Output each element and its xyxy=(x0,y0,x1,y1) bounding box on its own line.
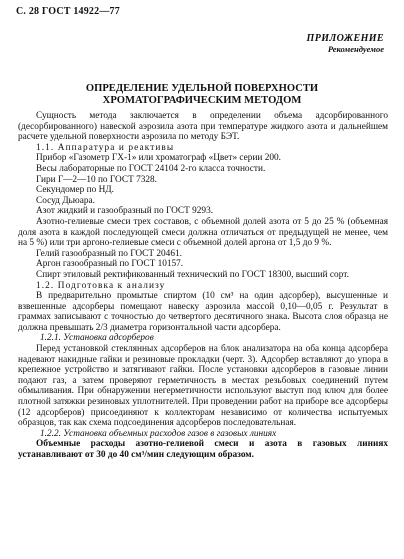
equipment-item: Сосуд Дьюара. xyxy=(36,195,95,206)
document-title xyxy=(20,83,384,107)
title-line-1: ОПРЕДЕЛЕНИЕ УДЕЛЬНОЙ ПОВЕРХНОСТИ xyxy=(85,83,319,94)
appendix-note: Рекомендуемое xyxy=(327,44,384,54)
section-heading-1-2: 1.2. Подготовка к анализу xyxy=(36,280,166,291)
page-header: С. 28 ГОСТ 14922—77 xyxy=(16,6,120,17)
equipment-item: Гири Г—2—10 по ГОСТ 7328. xyxy=(36,174,157,185)
equipment-item: Спирт этиловый ректификованный технический по ГОСТ 18300, высший сорт. xyxy=(36,269,349,280)
section-heading-1-1: 1.1. Аппаратура и реактивы xyxy=(36,142,175,153)
preparation-paragraph: В предварительно промытые спиртом (10 см³ на один адсорбер), высушенные и взвешенные адсорберы помещают навеску аэрозила массой 0,10—0,05 г. Результат в граммах записывают с точностью до четвертого десятичного знака. Высота слоя образца не должна превышать 2/3 диаметра горизонтальной части адсорбера. xyxy=(18,291,388,333)
appendix-label: ПРИЛОЖЕНИЕ xyxy=(306,33,384,44)
equipment-item: Гелий газообразный по ГОСТ 20461. xyxy=(36,248,182,259)
equipment-item: Весы лабораторные по ГОСТ 24104 2-го класса точности. xyxy=(36,163,266,174)
equipment-item: Аргон газообразный по ГОСТ 10157. xyxy=(36,259,184,270)
intro-paragraph: Сущность метода заключается в определении объема адсорбированного (десорбированного) навеской аэрозила азота при температуре жидкого азота и дальнейшем расчете удельной поверхности аэрозила по методу БЭТ. xyxy=(18,111,388,143)
section-heading-1-2-2: 1.2.2. Установка объемных расходов газов в газовых линиях xyxy=(40,428,277,439)
equipment-item: Азотно-гелиевые смеси трех составов, с объемной долей азота от 5 до 25 % (объемная доля азота в каждой последующей смеси должна отличаться от предыдущей не менее, чем на 5 %) или три аргоно-гелиевые смеси с объемной долей аргона от 1,5 до 9 %. xyxy=(18,216,388,249)
document-body xyxy=(18,111,388,461)
equipment-item: Прибор «Газометр ГХ-1» или хроматограф «Цвет» серии 200. xyxy=(36,153,281,164)
adsorber-paragraph: Перед установкой стеклянных адсорберов на блок анализатора на оба конца адсорбера надевают накидные гайки и резиновые прокладки (черт. 3). Адсорбер вставляют до упора в крепежное устройство и затягивают гайки. После установки адсорберов в газовые линии подают газ, а затем проверяют герметичность в местах резьбовых соединений путем обмыливания. При обнаружении негерметичности используют выступ под ключ для более плотной затяжки резиновых уплотнителей. При проведении работ на приборе все адсорберы (12 адсорберов) присоединяют к коллекторам независимо от количества испытуемых образцов, так как схема подсоединения адсорберов последовательная. xyxy=(18,344,388,429)
equipment-item: Азот жидкий и газообразный по ГОСТ 9293. xyxy=(36,206,214,217)
gas-flow-paragraph: Объемные расходы азотно-гелиевой смеси и азота в газовых линиях устанавливают от 30 до 40 см³/мин следующим образом. xyxy=(18,439,388,460)
equipment-item: Секундомер по НД. xyxy=(36,185,114,196)
appendix-block xyxy=(307,33,384,54)
title-line-2: ХРОМАТОГРАФИЧЕСКИМ МЕТОДОМ xyxy=(102,95,302,106)
section-heading-1-2-1: 1.2.1. Установка адсорберов xyxy=(40,333,154,344)
